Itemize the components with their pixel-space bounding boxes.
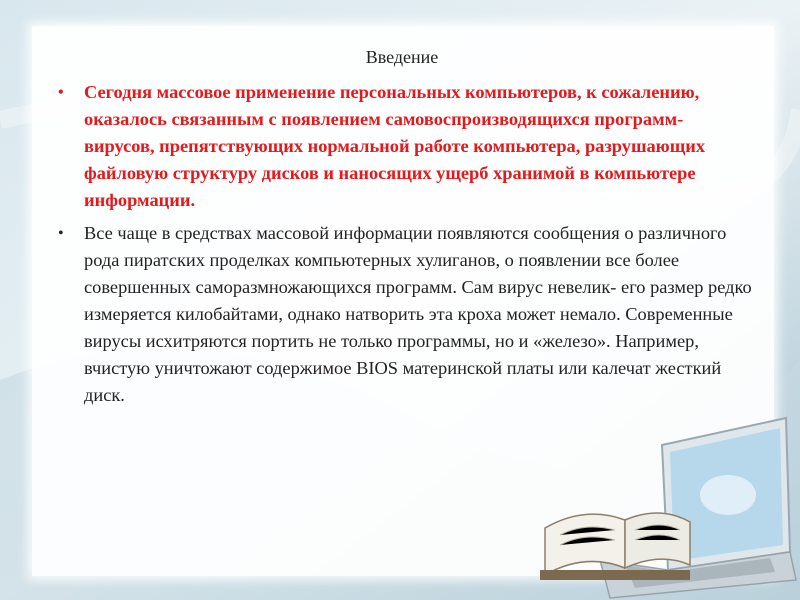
bullet-list	[52, 79, 752, 409]
list-item	[52, 220, 752, 409]
bullet-icon: •	[58, 84, 64, 101]
bullet-icon: •	[58, 225, 64, 242]
slide-content	[52, 45, 752, 409]
slide-title: Введение	[365, 47, 439, 67]
list-item	[52, 79, 752, 214]
paragraph-body: Все чаще в средствах массовой информации появляются сообщения о различного рода пиратских проделках компьютерных хулиганов, о появлении все более совершенных саморазмножающихся программ. Сам вирус невелик- его размер редко измеряется килобайтами, однако натворить эта кроха может немало. Современные вирусы исхитряются портить не только программы, но и «железо». Например, вчистую уничтожают содержимое BIOS материнской платы или калечат жесткий диск.	[84, 223, 752, 405]
paragraph-highlighted: Сегодня массовое применение персональных компьютеров, к сожалению, оказалось связанным с появлением самовоспроизводящихся программ-вирусов, препятствующих нормальной работе компьютера, разрушающих файловую структуру дисков и наносящих ущерб хранимой в компьютере информации.	[84, 82, 706, 210]
